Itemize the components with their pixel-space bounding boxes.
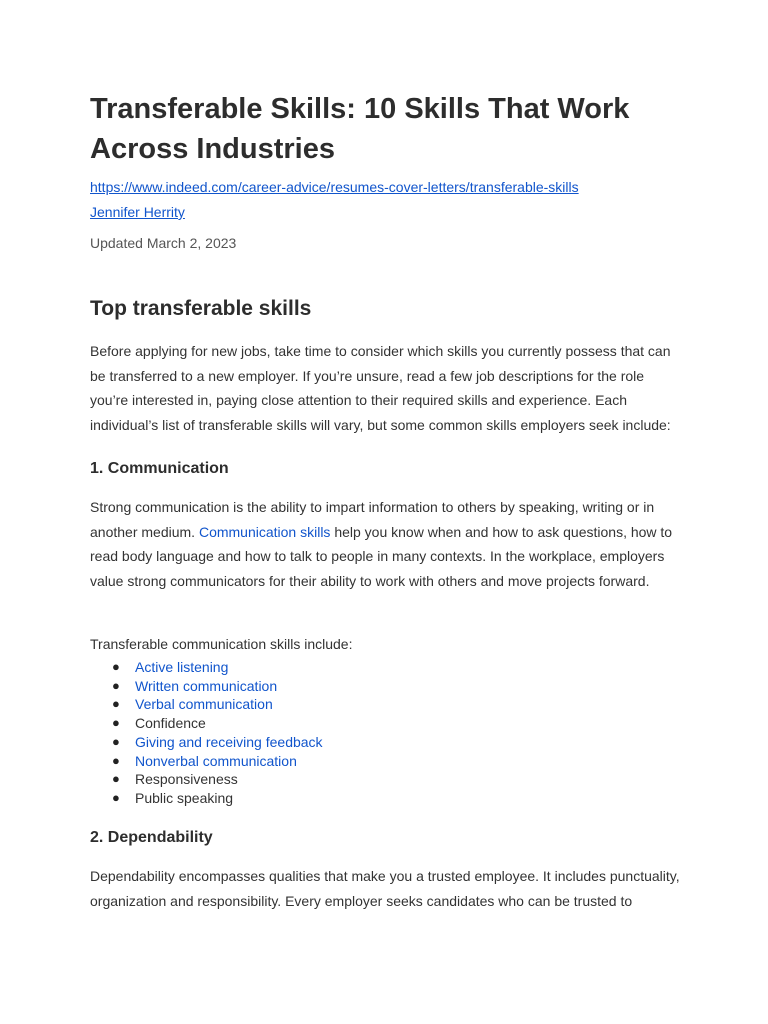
bullet-icon: ● xyxy=(112,677,120,693)
skill-link[interactable]: Written communication xyxy=(135,677,278,694)
skill-label: Public speaking xyxy=(135,789,234,806)
article-title: Transferable Skills: 10 Skills That Work Across Industries xyxy=(90,93,630,165)
skill-link[interactable]: Verbal communication xyxy=(135,696,273,713)
communication-skill-item[interactable] xyxy=(90,677,323,696)
bullet-icon: ● xyxy=(112,789,120,805)
skill-link[interactable]: Nonverbal communication xyxy=(135,752,297,769)
heading-dependability: 2. Dependability xyxy=(90,829,213,846)
communication-skill-item[interactable] xyxy=(90,733,323,752)
heading-communication: 1. Communication xyxy=(90,460,229,477)
bullet-icon: ● xyxy=(112,752,120,768)
communication-skill-item[interactable] xyxy=(90,695,323,714)
skill-link[interactable]: Giving and receiving feedback xyxy=(135,733,323,750)
communication-skill-item xyxy=(90,714,323,733)
communication-paragraph xyxy=(90,495,680,593)
intro-paragraph: Before applying for new jobs, take time to consider which skills you currently possess that can be transferred to a new employer. If you’re unsure, read a few job descriptions for the role you’re interested in, paying close attention to their required skills and experience. Each individual’s list of transferable skills will vary, but some common skills employers seek include: xyxy=(90,343,671,433)
bullet-icon: ● xyxy=(112,659,120,674)
source-url-link[interactable]: https://www.indeed.com/career-advice/resumes-cover-letters/transferable-skills xyxy=(90,179,579,195)
bullet-icon: ● xyxy=(112,696,120,712)
communication-skill-item[interactable] xyxy=(90,658,323,677)
section-heading-top-skills: Top transferable skills xyxy=(90,297,312,320)
author-link[interactable]: Jennifer Herrity xyxy=(90,204,185,220)
bullet-icon: ● xyxy=(112,771,120,787)
skill-label: Confidence xyxy=(135,715,206,732)
updated-date: Updated March 2, 2023 xyxy=(90,235,237,251)
bullet-icon: ● xyxy=(112,715,120,731)
bullet-icon: ● xyxy=(112,733,120,749)
communication-text-after: help you know when and how to ask questions, how to read body language and how to talk to people in many contexts. In the workplace, employers value strong communicators for their ability to work with others and move projects forward. xyxy=(90,523,673,589)
communication-list-intro: Transferable communication skills include: xyxy=(90,636,353,652)
communication-skill-item xyxy=(90,789,323,808)
skill-link[interactable]: Active listening xyxy=(135,659,229,675)
communication-skills-link[interactable]: Communication skills xyxy=(198,523,331,540)
dependability-paragraph: Dependability encompasses qualities that make you a trusted employee. It includes punctuality, organization and responsibility. Every employer seeks candidates who can be trusted to xyxy=(90,868,680,909)
communication-skill-item xyxy=(90,770,323,789)
skill-label: Responsiveness xyxy=(135,771,238,788)
communication-skill-item[interactable] xyxy=(90,752,323,771)
communication-text-before: Strong communication is the ability to impart information to others by speaking, writing or in another medium. xyxy=(90,499,655,540)
communication-skills-list xyxy=(90,658,323,808)
